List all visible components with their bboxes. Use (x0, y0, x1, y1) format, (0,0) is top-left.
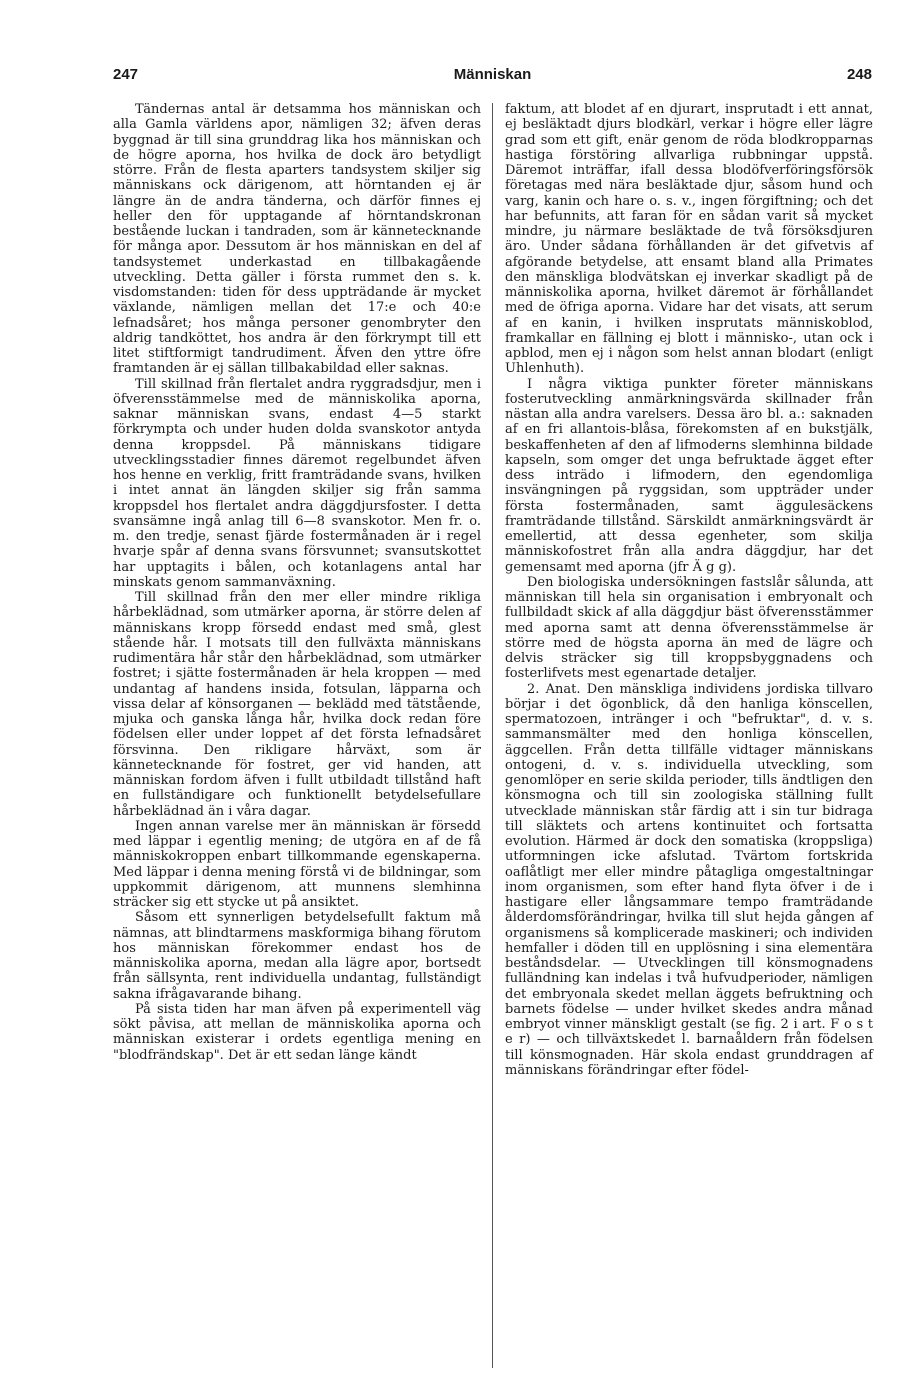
paragraph-anatomy: 2. Anat. Den mänskliga individens jordiska tillvaro börjar i det ögonblick, då den hanliga könscellen, spermatozoen, intränger i och "befruktar", d. v. s. sammansmälter med den honliga könscellen, äggcellen. Från detta tillfälle vidtager människans ontogeni, d. v. s. individuella utveckling, som genomlöper en serie skilda perioder, tills ändtligen den könsmogna och till sin zoologiska ställning fullt utvecklade människan står färdig att i sin tur bidraga till släktets och artens kontinuitet och fortsatta evolution. Härmed är dock den somatiska (kroppsliga) utformningen icke afslutad. Tvärtom fortskrida oaflåtligt mer eller mindre påtagliga omgestaltningar inom organismen, som efter hand flyta öfver i de i hastigare eller långsammare tempo framträdande ålderdomsförändringar, hvilka till slut hejda gången af organismens så komplicerade maskineri; och individen hemfaller i döden till en upplösning i sina elementära beståndsdelar. — Utvecklingen till könsmognadens fulländning kan indelas i två hufvudperioder, nämligen det embryonala skedet mellan äggets befruktning och barnets födelse — under hvilket skedes andra månad embryot vinner mänskligt gestalt (se fig. 2 i art. F o s t e r) — och tillväxtskedet l. barnaåldern från födelsen till könsmognaden. Här skola endast grunddragen af människans förändringar efter födel- (505, 681, 873, 1078)
right-column (505, 102, 873, 1078)
page-header (113, 66, 872, 88)
paragraph-blood-continued: faktum, att blodet af en djurart, insprutadt i ett annat, ej besläktadt djurs blodkärl, verkar i högre eller lägre grad som ett gift, enär genom de röda blodkropparnas hastiga förstöring allvarliga rubbningar uppstå. Däremot inträffar, ifall dessa blodöfverföringsförsök företagas med nära besläktade djur, såsom hund och varg, kanin och hare o. s. v., ingen förgiftning; och det har befunnits, att faran för en sådan varit så mycket mindre, ju närmare besläktade de två försöksdjuren äro. Under sådana förhållanden är det gifvetvis af afgörande betydelse, att ensamt bland alla Primates den mänskliga blodvätskan ej inverkar skadligt på de människolika aporna, hvilket däremot är förhållandet med de öfriga aporna. Vidare har det visats, att serum af en kanin, i hvilken insprutats människoblod, framkallar en fällning ej blott i människo-, utan ock i apblod, men ej i någon som helst annan blodart (enligt Uhlenhuth). (505, 102, 873, 377)
page-number-left: 247 (113, 66, 139, 83)
paragraph-lips: Ingen annan varelse mer än människan är försedd med läppar i egentlig mening; de utgöra en af de få människokroppen enbart tillkommande egenskaperna. Med läppar i denna mening förstå vi de bildningar, som uppkommit därigenom, att munnens slemhinna sträcker sig ett stycke ut på ansiktet. (113, 818, 481, 910)
paragraph-biological-conclusion: Den biologiska undersökningen fastslår sålunda, att människan till hela sin organisation i embryonalt och fullbildadt skick af alla däggdjur bäst öfverensstämmer med aporna samt att denna öfverensstämmelse är större med de högsta aporna än med de lägre och delvis sträcker sig till kroppsbyggnadens och fosterlifvets mest egenartade detaljer. (505, 574, 873, 682)
paragraph-fetal-development: I några viktiga punkter företer människans fosterutveckling anmärkningsvärda skillnader från nästan alla andra varelsers. Dessa äro bl. a.: saknaden af en fri allantois-blåsa, förekomsten af en bukstjälk, beskaffenheten af den af lifmoderns slemhinna bildade kapseln, som omger det unga befruktade ägget efter dess inträdo i lifmodern, den egendomliga insvängningen på ryggsidan, som uppträder under första fostermånaden, samt äggulesäckens framträdande tillstånd. Särskildt anmärkningsvärdt är emellertid, att dessa egenheter, som skilja människofostret från alla andra däggdjur, har det gemensamt med aporna (jfr Ä g g). (505, 376, 873, 575)
column-divider (492, 103, 493, 1368)
running-title: Människan (453, 66, 532, 83)
left-column (113, 102, 481, 1063)
paragraph-appendix: Såsom ett synnerligen betydelsefullt faktum må nämnas, att blindtarmens maskformiga bihang förutom hos människan förekommer endast hos de människolika aporna, medan alla lägre apor, bortsedt från sällsynta, rent individuella undantag, fullständigt sakna ifrågavarande bihang. (113, 910, 481, 1002)
page-number-right: 248 (846, 66, 872, 83)
paragraph-blood-kinship: På sista tiden har man äfven på experimentell väg sökt påvisa, att mellan de människolika aporna och människan existerar i ordets egentliga mening en "blodfrändskap". Det är ett sedan länge kändt (113, 1001, 481, 1063)
paragraph-teeth: Tändernas antal är detsamma hos människan och alla Gamla världens apor, nämligen 32; äfven deras byggnad är till sina grunddrag lika hos människan och de högre aporna, hos hvilka de dock äro betydligt större. Från de flesta aparters tandsystem skiljer sig människans ock därigenom, att hörntanden ej är längre än de andra tänderna, och därför finnes ej heller den för upptagande af hörntandskronan bestående luckan i tandraden, som är kännetecknande för många apor. Dessutom är hos människan en del af tandsystemet underkastad en tillbakagående utveckling. Detta gäller i första rummet den s. k. visdomstanden: tiden för dess uppträdande är mycket växlande, nämligen mellan det 17:e och 40:e lefnadsåret; hos många personer genombryter den aldrig tandköttet, hos andra är den förkrympt till ett litet stiftformigt tandrudiment. Äfven den yttre öfre framtanden är ej sällan tillbakabildad eller saknas. (113, 102, 481, 377)
paragraph-hair: Till skillnad från den mer eller mindre rikliga hårbeklädnad, som utmärker aporna, är större delen af människans kropp försedd endast med små, glest stående hår. I motsats till den fullväxta människans rudimentära hår står den hårbeklädnad, som utmärker fostret; i sjätte fostermånaden är hela kroppen — med undantag af handens insida, fotsulan, läpparna och vissa delar af könsorganen — beklädd med tätstående, mjuka och ganska långa hår, hvilka dock redan före födelsen eller under loppet af det första lefnadsåret försvinna. Den rikligare hårväxt, som är kännetecknande för fostret, ger vid handen, att människan fordom äfven i fullt utbildadt tillstånd haft en fullständigare och funktionellt betydelsefullare hårbeklädnad än i våra dagar. (113, 590, 481, 819)
paragraph-tail: Till skillnad från flertalet andra ryggradsdjur, men i öfverensstämmelse med de människolika aporna, saknar människan svans, endast 4—5 starkt förkrympta och under huden dolda svanskotor antyda denna kroppsdel. På människans tidigare utvecklingsstadier finnes däremot regelbundet äfven hos henne en verklig, fritt framträdande svans, hvilken i intet annat än längden skiljer sig från samma kroppsdel hos flertalet andra däggdjursfoster. I detta svansämne ingå anlag till 6—8 svanskotor. Men fr. o. m. den tredje, senast fjärde fostermånaden är i regel hvarje spår af denna svans försvunnet; svansutskottet har upptagits i bålen, och kotanlagens antal har minskats genom sammanväxning. (113, 376, 481, 590)
